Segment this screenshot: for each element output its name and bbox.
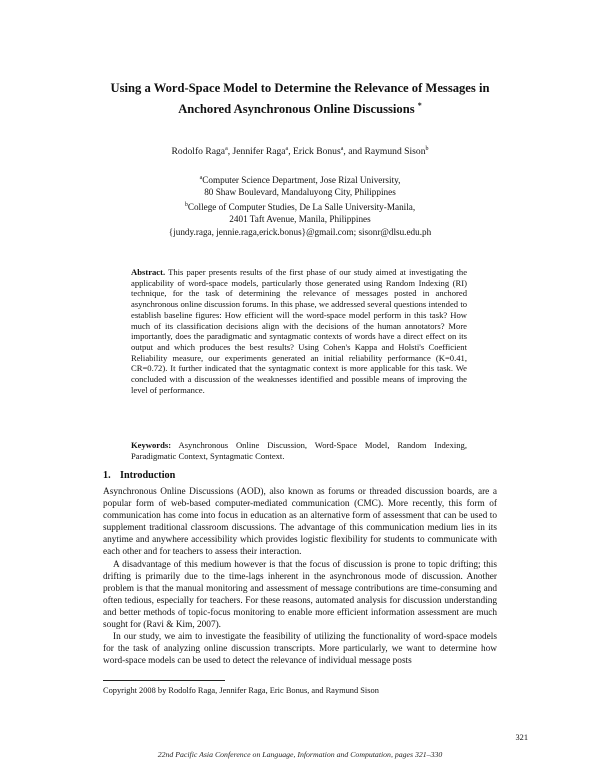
affiliation-b-mark: b bbox=[184, 201, 188, 208]
title-footnote-mark: * bbox=[417, 101, 422, 110]
affiliation-a-line-1 bbox=[120, 172, 480, 186]
author-name: Jennifer Raga bbox=[232, 146, 286, 158]
author-name: Rodolfo Raga bbox=[171, 146, 226, 158]
author-emails: {jundy.raga, jennie.raga,erick.bonus}@gmail.com; sisonr@dlsu.edu.ph bbox=[168, 226, 432, 237]
paper-title bbox=[90, 80, 510, 118]
author-separator: , bbox=[227, 146, 233, 158]
affiliation-a-mark: a bbox=[199, 175, 203, 181]
keywords-label: Keywords: bbox=[131, 440, 172, 450]
title-line-2 bbox=[90, 97, 510, 118]
paragraph: In our study, we aim to investigate the feasibility of utilizing the functionality of word-space models for the task of analyzing online discussion transcripts. More particularly, we want to determine how word-space models can be used to detect the relevance of individual message posts bbox=[103, 632, 497, 667]
author-list bbox=[0, 146, 600, 157]
affiliation-b-line-2: 2401 Taft Avenue, Manila, Philippines bbox=[229, 214, 371, 225]
paragraph: Asynchronous Online Discussions (AOD), also known as forums or threaded discussion boards, are a popular form of web-based computer-mediated communication (CMC). More recently, this form of communication has come into focus in education as an alternative form of assessment that can be used to supplement traditional classroom discussions. The advantage of this communication medium lies in its anytime and anywhere accessibility which provides logistic flexibility for students to communicate with each other and for teachers to assess their interaction. bbox=[103, 487, 497, 558]
abstract-text: This paper presents results of the first phase of our study aimed at investigating the applicability of word-space models, particularly those generated using Random Indexing (RI) technique, for the task of determining the relevance of messages posted in anchored asynchronous online discussion forums. In this phase, we addressed several questions intended to establish baseline figures: How efficient will the word-space model perform in this task? How much of its classification decisions align with the decisions of the human annotators? More importantly, does the paradigmatic and syntagmatic contexts of words have a direct effect on its output and which produces the best results? Using Cohen's Kappa and Holsti's Coefficient Reliability measure, our experiments generated an initial reliability performance (K=0.41, CR=0.72). It further indicated that the syntagmatic context is more applicable for this task. We concluded with a discussion of the weaknesses identified and possible means of improving the level of performance. bbox=[131, 267, 468, 395]
affiliation-a-text: Computer Science Department, Jose Rizal University, bbox=[202, 175, 401, 186]
copyright-footnote: Copyright 2008 by Rodolfo Raga, Jennifer Raga, Eric Bonus, and Raymund Sison bbox=[103, 686, 379, 695]
affiliation-b-text: College of Computer Studies, De La Salle University-Manila, bbox=[187, 201, 416, 212]
keywords bbox=[131, 440, 467, 461]
paragraph: A disadvantage of this medium however is that the focus of discussion is prone to topic drifting; this drifting is primarily due to the time-lags inherent in the asynchronous mode of discussion. Another problem is that the manual monitoring and assessment of message contributions are time-consuming and often tedious, especially for teachers. For these reasons, automated analysis for discussion understanding and better methods of topic-focus monitoring to enable more efficient information assessment are much sought for (Ravi & Kim, 2007). bbox=[103, 559, 497, 631]
affiliation-a-line-2: 80 Shaw Boulevard, Mandaluyong City, Philippines bbox=[204, 187, 396, 198]
author-separator: , and bbox=[343, 146, 365, 158]
section-number: 1. bbox=[103, 470, 111, 481]
author-affil-mark: a bbox=[285, 146, 289, 152]
author-name: Erick Bonus bbox=[293, 146, 341, 158]
introduction-body bbox=[103, 486, 497, 667]
affiliations bbox=[120, 172, 480, 238]
title-line-1: Using a Word-Space Model to Determine the Relevance of Messages in bbox=[110, 81, 490, 95]
abstract bbox=[131, 267, 467, 395]
author-affil-mark: a bbox=[340, 146, 344, 152]
keywords-text: Asynchronous Online Discussion, Word-Space Model, Random Indexing, Paradigmatic Context, Syntagmatic Context. bbox=[131, 440, 467, 461]
author-affil-mark: b bbox=[425, 146, 429, 152]
conference-footer: 22nd Pacific Asia Conference on Language, Information and Computation, pages 321–330 bbox=[157, 750, 443, 759]
author-affil-mark: a bbox=[225, 146, 228, 152]
title-line-2-text: Anchored Asynchronous Online Discussions bbox=[178, 102, 415, 117]
section-heading bbox=[103, 470, 175, 481]
affiliation-b-line-1 bbox=[120, 199, 480, 213]
author-separator: , bbox=[288, 146, 294, 158]
author-name: Raymund Sison bbox=[364, 146, 426, 158]
section-title: Introduction bbox=[120, 470, 176, 481]
page-number: 321 bbox=[515, 733, 528, 742]
footnote-divider bbox=[103, 680, 225, 681]
abstract-label: Abstract. bbox=[131, 267, 166, 277]
